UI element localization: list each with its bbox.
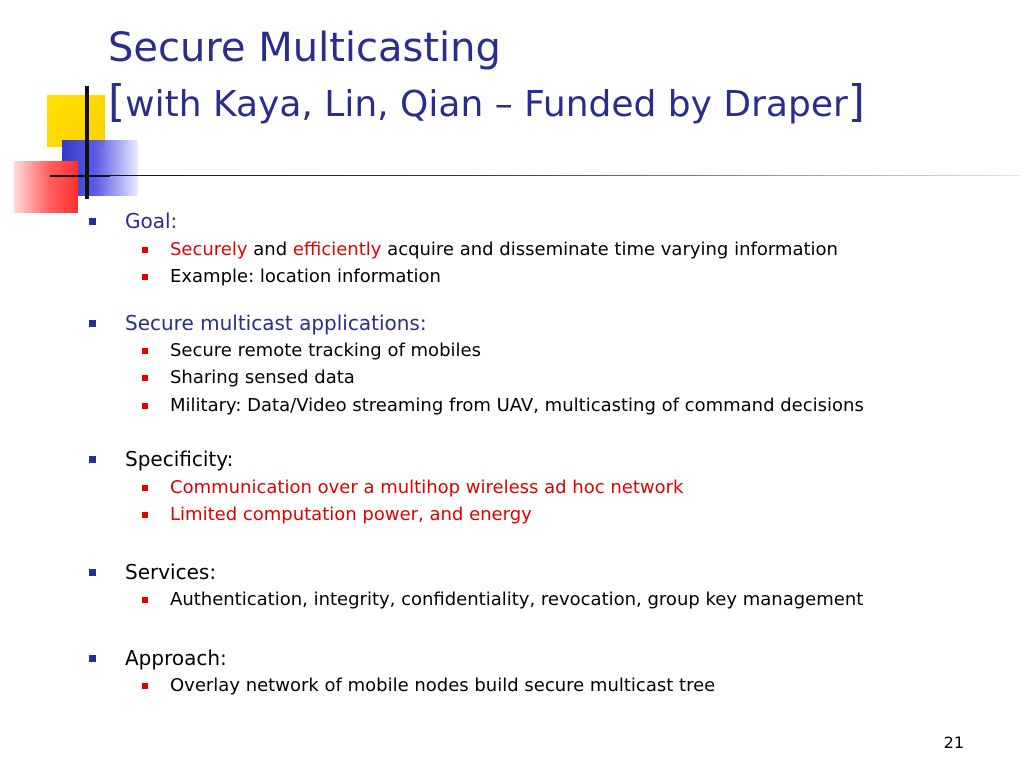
sub-bullet-applications-3: Military: Data/Video streaming from UAV, multicasting of command decisions	[170, 395, 864, 416]
bullet-specificity: Specificity:	[125, 447, 234, 471]
title-open-bracket: [	[108, 76, 126, 127]
sub-bullet-applications-2: Sharing sensed data	[170, 367, 355, 388]
sub-bullet-specificity-1: Communication over a multihop wireless ad hoc network	[170, 477, 684, 498]
sub-bullet-goal-2: Example: location information	[170, 266, 441, 287]
title-close-bracket: ]	[847, 76, 865, 127]
sub-bullet-goal-1	[170, 239, 838, 260]
text-securely: Securely	[170, 239, 248, 260]
bullet-approach: Approach:	[125, 646, 227, 670]
sub-bullet-approach-1: Overlay network of mobile nodes build secure multicast tree	[170, 675, 716, 696]
bullet-goal: Goal:	[125, 209, 178, 233]
text-acquire: acquire and disseminate time varying information	[381, 239, 838, 260]
bullet-services: Services:	[125, 560, 217, 584]
page-number: 21	[943, 733, 964, 752]
sub-bullet-applications-1: Secure remote tracking of mobiles	[170, 340, 481, 361]
text-and: and	[247, 239, 293, 260]
title-subtitle: with Kaya, Lin, Qian – Funded by Draper	[125, 84, 848, 125]
bullet-applications: Secure multicast applications:	[125, 311, 427, 335]
sub-bullet-services-1: Authentication, integrity, confidentiality, revocation, group key management	[170, 589, 864, 610]
text-efficiently: efficiently	[292, 239, 382, 260]
title-line-1: Secure Multicasting	[108, 25, 501, 71]
sub-bullet-specificity-2: Limited computation power, and energy	[170, 504, 532, 525]
